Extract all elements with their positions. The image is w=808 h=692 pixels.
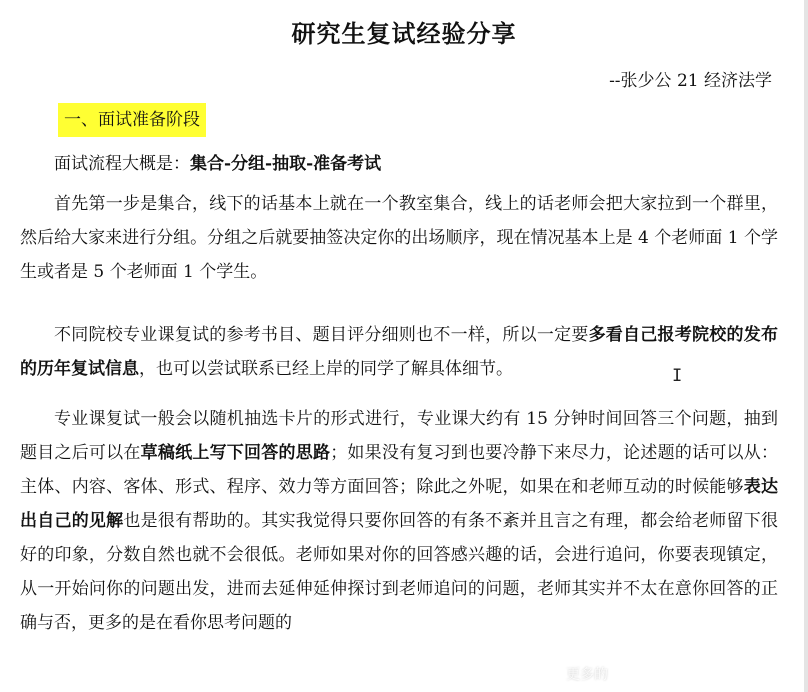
paragraph-gathering: 首先第一步是集合，线下的话基本上就在一个教室集合，线上的话老师会把大家拉到一个群里，然后给大家来进行分组。分组之后就要抽签决定你的出场顺序，现在情况基本上是 4 个老师面 1 个学生或者是 5 个老师面 1 个学生。 (20, 194, 778, 282)
flow-label: 面试流程大概是： (54, 154, 190, 174)
flow-steps: 集合-分组-抽取-准备考试 (190, 154, 382, 174)
exam-text-1: 专业课复试一般会以随机抽选卡片的形式进行，专业课大约有 15 分钟时间回答三个问题，抽到题目之后可以在 (20, 409, 778, 463)
watermark: 更多的 (566, 667, 608, 683)
exam-text-3: 也是很有帮助的。其实我觉得只要你回答的有条不紊并且言之有理，都会给老师留下很好的印象，分数自然也就不会很低。老师如果对你的回答感兴趣的话，会进行追问，你要表现镇定，从一开始问你的问题出发，进而去延伸延伸探讨到老师追问的问题，老师其实并不太在意你回答的正确与否，更多的是在看你思考问题的 (20, 511, 779, 633)
refs-text-1: 不同院校专业课复试的参考书目、题目评分细则也不一样，所以一定要 (54, 325, 589, 345)
page-edge (804, 0, 808, 692)
refs-bold-1: 多看自己报考院校的发布的历年复试信息 (20, 325, 779, 379)
paragraph-references (20, 318, 778, 386)
section-heading: 一、面试准备阶段 (58, 103, 206, 137)
paragraph-exam (20, 402, 778, 640)
refs-text-2: ，也可以尝试联系已经上岸的同学了解具体细节。 (139, 359, 513, 379)
text-cursor-icon: I (672, 366, 683, 386)
author-byline: --张少公 21 经济法学 (609, 71, 772, 91)
exam-text-2: ；如果没有复习到也要冷静下来尽力，论述题的话可以从：主体、内容、客体、形式、程序、效力等方面回答；除此之外呢，如果在和老师互动的时候能够 (20, 443, 779, 497)
exam-bold-2: 表达出自己的见解 (20, 477, 778, 531)
interview-flow-line (20, 147, 778, 181)
document-title: 研究生复试经验分享 (291, 19, 517, 48)
exam-bold-1: 草稿纸上写下回答的思路 (140, 443, 331, 463)
